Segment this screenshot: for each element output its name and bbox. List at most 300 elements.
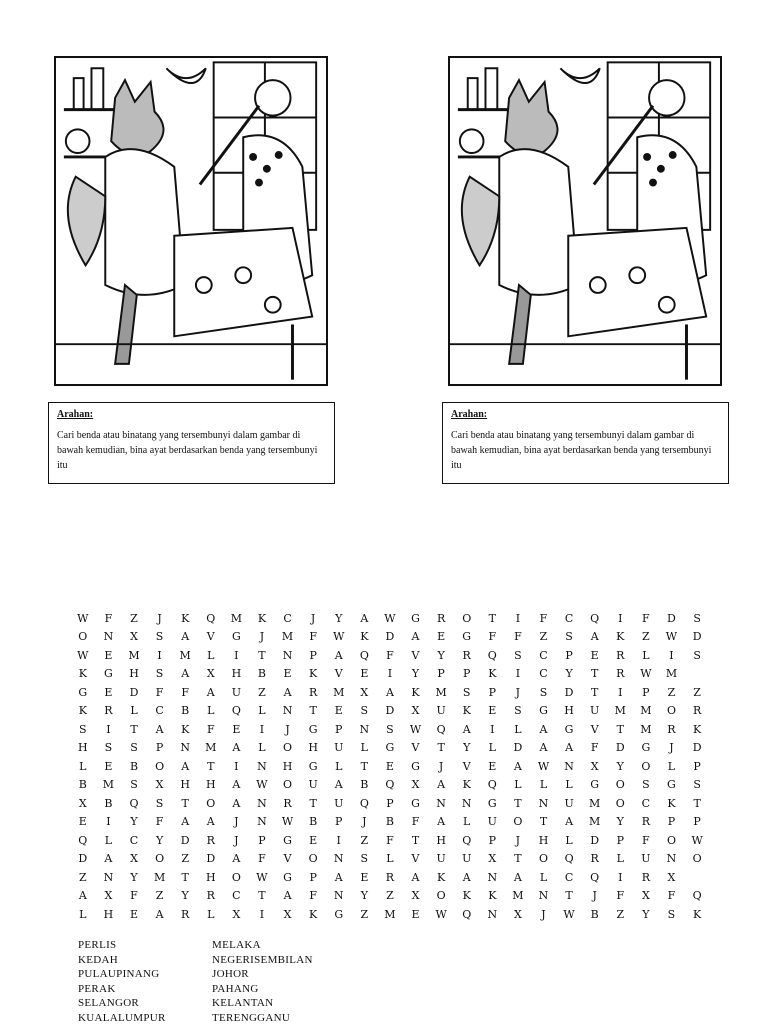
- grid-letter[interactable]: J: [659, 739, 685, 758]
- grid-letter[interactable]: M: [96, 776, 122, 795]
- grid-letter[interactable]: B: [377, 813, 403, 832]
- grid-letter[interactable]: O: [607, 794, 633, 813]
- grid-letter[interactable]: O: [505, 813, 531, 832]
- grid-letter[interactable]: C: [556, 609, 582, 628]
- grid-letter[interactable]: N: [352, 720, 378, 739]
- grid-letter[interactable]: Y: [556, 665, 582, 684]
- grid-letter[interactable]: V: [403, 739, 429, 758]
- grid-letter[interactable]: A: [224, 739, 250, 758]
- grid-letter[interactable]: F: [147, 683, 173, 702]
- grid-letter[interactable]: E: [480, 702, 506, 721]
- grid-letter[interactable]: S: [505, 646, 531, 665]
- grid-letter[interactable]: P: [480, 683, 506, 702]
- grid-letter[interactable]: P: [300, 646, 326, 665]
- grid-letter[interactable]: H: [300, 739, 326, 758]
- grid-letter[interactable]: O: [659, 831, 685, 850]
- grid-letter[interactable]: T: [352, 757, 378, 776]
- grid-letter[interactable]: E: [352, 868, 378, 887]
- grid-letter[interactable]: F: [249, 850, 275, 869]
- grid-letter[interactable]: A: [428, 776, 454, 795]
- grid-letter[interactable]: E: [428, 628, 454, 647]
- grid-letter[interactable]: R: [275, 794, 301, 813]
- grid-letter[interactable]: R: [96, 702, 122, 721]
- grid-letter[interactable]: N: [249, 794, 275, 813]
- grid-letter[interactable]: G: [300, 757, 326, 776]
- grid-letter[interactable]: K: [454, 776, 480, 795]
- grid-letter[interactable]: E: [96, 683, 122, 702]
- grid-letter[interactable]: G: [377, 739, 403, 758]
- grid-letter[interactable]: A: [531, 739, 557, 758]
- grid-letter[interactable]: A: [352, 609, 378, 628]
- grid-letter[interactable]: R: [454, 646, 480, 665]
- grid-letter[interactable]: S: [352, 702, 378, 721]
- grid-letter[interactable]: K: [249, 609, 275, 628]
- grid-letter[interactable]: I: [96, 813, 122, 832]
- grid-letter[interactable]: W: [403, 720, 429, 739]
- grid-letter[interactable]: D: [659, 609, 685, 628]
- grid-letter[interactable]: Q: [70, 831, 96, 850]
- grid-letter[interactable]: Z: [121, 609, 147, 628]
- grid-letter[interactable]: A: [147, 905, 173, 924]
- grid-letter[interactable]: J: [505, 683, 531, 702]
- grid-letter[interactable]: I: [480, 720, 506, 739]
- grid-letter[interactable]: R: [428, 609, 454, 628]
- grid-letter[interactable]: A: [326, 868, 352, 887]
- grid-letter[interactable]: A: [198, 813, 224, 832]
- grid-letter[interactable]: K: [428, 868, 454, 887]
- grid-letter[interactable]: C: [531, 646, 557, 665]
- grid-letter[interactable]: T: [249, 646, 275, 665]
- grid-letter[interactable]: P: [659, 813, 685, 832]
- grid-letter[interactable]: W: [428, 905, 454, 924]
- grid-letter[interactable]: E: [70, 813, 96, 832]
- grid-letter[interactable]: G: [659, 776, 685, 795]
- grid-letter[interactable]: G: [275, 831, 301, 850]
- grid-letter[interactable]: F: [633, 831, 659, 850]
- grid-letter[interactable]: Z: [607, 905, 633, 924]
- grid-letter[interactable]: S: [96, 739, 122, 758]
- grid-letter[interactable]: A: [224, 850, 250, 869]
- grid-letter[interactable]: M: [633, 702, 659, 721]
- grid-letter[interactable]: J: [275, 720, 301, 739]
- grid-letter[interactable]: Q: [224, 702, 250, 721]
- grid-letter[interactable]: M: [326, 683, 352, 702]
- grid-letter[interactable]: T: [582, 683, 608, 702]
- grid-letter[interactable]: B: [352, 776, 378, 795]
- grid-letter[interactable]: W: [659, 628, 685, 647]
- grid-letter[interactable]: L: [531, 776, 557, 795]
- grid-letter[interactable]: F: [633, 609, 659, 628]
- grid-letter[interactable]: B: [249, 665, 275, 684]
- grid-letter[interactable]: I: [224, 646, 250, 665]
- grid-letter[interactable]: R: [172, 905, 198, 924]
- grid-letter[interactable]: F: [172, 683, 198, 702]
- grid-letter[interactable]: I: [326, 831, 352, 850]
- grid-letter[interactable]: P: [326, 720, 352, 739]
- grid-letter[interactable]: F: [96, 609, 122, 628]
- grid-letter[interactable]: U: [428, 850, 454, 869]
- grid-letter[interactable]: A: [505, 757, 531, 776]
- grid-letter[interactable]: M: [147, 868, 173, 887]
- grid-letter[interactable]: G: [556, 720, 582, 739]
- grid-letter[interactable]: R: [633, 868, 659, 887]
- grid-letter[interactable]: N: [659, 850, 685, 869]
- grid-letter[interactable]: T: [300, 702, 326, 721]
- grid-letter[interactable]: R: [607, 665, 633, 684]
- grid-letter[interactable]: G: [633, 739, 659, 758]
- grid-letter[interactable]: B: [582, 905, 608, 924]
- grid-letter[interactable]: X: [582, 757, 608, 776]
- grid-letter[interactable]: Z: [684, 683, 710, 702]
- grid-letter[interactable]: X: [352, 683, 378, 702]
- grid-letter[interactable]: P: [633, 683, 659, 702]
- grid-letter[interactable]: P: [556, 646, 582, 665]
- grid-letter[interactable]: S: [684, 776, 710, 795]
- grid-letter[interactable]: [684, 665, 710, 684]
- grid-letter[interactable]: Q: [556, 850, 582, 869]
- grid-letter[interactable]: O: [607, 776, 633, 795]
- grid-letter[interactable]: Y: [607, 757, 633, 776]
- grid-letter[interactable]: I: [659, 646, 685, 665]
- grid-letter[interactable]: Y: [454, 739, 480, 758]
- grid-letter[interactable]: A: [147, 720, 173, 739]
- grid-letter[interactable]: T: [607, 720, 633, 739]
- grid-letter[interactable]: K: [684, 720, 710, 739]
- grid-letter[interactable]: J: [224, 813, 250, 832]
- grid-letter[interactable]: Y: [121, 868, 147, 887]
- grid-letter[interactable]: H: [224, 665, 250, 684]
- grid-letter[interactable]: Q: [480, 776, 506, 795]
- grid-letter[interactable]: Z: [352, 831, 378, 850]
- grid-letter[interactable]: Q: [454, 905, 480, 924]
- grid-letter[interactable]: A: [172, 813, 198, 832]
- grid-letter[interactable]: L: [249, 739, 275, 758]
- grid-letter[interactable]: B: [121, 757, 147, 776]
- grid-letter[interactable]: Q: [454, 831, 480, 850]
- grid-letter[interactable]: N: [480, 868, 506, 887]
- grid-letter[interactable]: N: [428, 794, 454, 813]
- grid-letter[interactable]: X: [403, 776, 429, 795]
- grid-letter[interactable]: Y: [403, 665, 429, 684]
- grid-letter[interactable]: F: [300, 887, 326, 906]
- grid-letter[interactable]: H: [172, 776, 198, 795]
- grid-letter[interactable]: S: [147, 665, 173, 684]
- grid-letter[interactable]: D: [377, 702, 403, 721]
- grid-letter[interactable]: A: [556, 739, 582, 758]
- grid-letter[interactable]: K: [172, 609, 198, 628]
- grid-letter[interactable]: S: [556, 628, 582, 647]
- grid-letter[interactable]: J: [300, 609, 326, 628]
- grid-letter[interactable]: L: [70, 757, 96, 776]
- grid-letter[interactable]: N: [556, 757, 582, 776]
- grid-letter[interactable]: L: [198, 646, 224, 665]
- grid-letter[interactable]: Q: [582, 609, 608, 628]
- grid-letter[interactable]: H: [428, 831, 454, 850]
- grid-letter[interactable]: T: [172, 794, 198, 813]
- grid-letter[interactable]: V: [454, 757, 480, 776]
- grid-letter[interactable]: O: [531, 850, 557, 869]
- grid-letter[interactable]: F: [147, 813, 173, 832]
- grid-letter[interactable]: L: [556, 831, 582, 850]
- grid-letter[interactable]: X: [147, 776, 173, 795]
- grid-letter[interactable]: Q: [377, 776, 403, 795]
- grid-letter[interactable]: L: [556, 776, 582, 795]
- grid-letter[interactable]: R: [198, 887, 224, 906]
- grid-letter[interactable]: S: [147, 794, 173, 813]
- grid-letter[interactable]: G: [582, 776, 608, 795]
- grid-letter[interactable]: D: [70, 850, 96, 869]
- grid-letter[interactable]: L: [633, 646, 659, 665]
- grid-letter[interactable]: I: [505, 609, 531, 628]
- grid-letter[interactable]: K: [300, 905, 326, 924]
- grid-letter[interactable]: N: [531, 887, 557, 906]
- grid-letter[interactable]: T: [172, 868, 198, 887]
- grid-letter[interactable]: N: [275, 702, 301, 721]
- grid-letter[interactable]: F: [403, 813, 429, 832]
- grid-letter[interactable]: W: [531, 757, 557, 776]
- grid-letter[interactable]: I: [607, 609, 633, 628]
- grid-letter[interactable]: X: [633, 887, 659, 906]
- grid-letter[interactable]: E: [582, 646, 608, 665]
- grid-letter[interactable]: X: [121, 850, 147, 869]
- grid-letter[interactable]: F: [377, 646, 403, 665]
- grid-letter[interactable]: Q: [582, 868, 608, 887]
- grid-letter[interactable]: N: [326, 887, 352, 906]
- grid-letter[interactable]: T: [582, 665, 608, 684]
- grid-letter[interactable]: Y: [326, 609, 352, 628]
- grid-letter[interactable]: Y: [121, 813, 147, 832]
- grid-letter[interactable]: J: [428, 757, 454, 776]
- grid-letter[interactable]: P: [480, 831, 506, 850]
- grid-letter[interactable]: P: [684, 813, 710, 832]
- grid-letter[interactable]: L: [659, 757, 685, 776]
- grid-letter[interactable]: W: [70, 646, 96, 665]
- grid-letter[interactable]: A: [377, 683, 403, 702]
- grid-letter[interactable]: L: [198, 905, 224, 924]
- grid-letter[interactable]: H: [556, 702, 582, 721]
- grid-letter[interactable]: N: [172, 739, 198, 758]
- grid-letter[interactable]: O: [428, 887, 454, 906]
- grid-letter[interactable]: L: [249, 702, 275, 721]
- grid-letter[interactable]: D: [172, 831, 198, 850]
- grid-letter[interactable]: G: [70, 683, 96, 702]
- grid-letter[interactable]: K: [454, 702, 480, 721]
- grid-letter[interactable]: R: [633, 813, 659, 832]
- grid-letter[interactable]: M: [428, 683, 454, 702]
- grid-letter[interactable]: H: [198, 868, 224, 887]
- grid-letter[interactable]: Y: [352, 887, 378, 906]
- grid-letter[interactable]: I: [96, 720, 122, 739]
- grid-letter[interactable]: G: [480, 794, 506, 813]
- grid-letter[interactable]: P: [326, 813, 352, 832]
- grid-letter[interactable]: G: [403, 794, 429, 813]
- grid-letter[interactable]: N: [454, 794, 480, 813]
- grid-letter[interactable]: N: [249, 757, 275, 776]
- grid-letter[interactable]: R: [198, 831, 224, 850]
- grid-letter[interactable]: C: [556, 868, 582, 887]
- grid-letter[interactable]: S: [121, 739, 147, 758]
- grid-letter[interactable]: S: [633, 776, 659, 795]
- grid-letter[interactable]: O: [684, 850, 710, 869]
- grid-letter[interactable]: M: [121, 646, 147, 665]
- grid-letter[interactable]: P: [428, 665, 454, 684]
- grid-letter[interactable]: N: [96, 868, 122, 887]
- grid-letter[interactable]: B: [172, 702, 198, 721]
- grid-letter[interactable]: I: [147, 646, 173, 665]
- grid-letter[interactable]: Y: [607, 813, 633, 832]
- grid-letter[interactable]: T: [505, 850, 531, 869]
- grid-letter[interactable]: A: [275, 887, 301, 906]
- grid-letter[interactable]: G: [300, 720, 326, 739]
- grid-letter[interactable]: A: [275, 683, 301, 702]
- grid-letter[interactable]: A: [556, 813, 582, 832]
- grid-letter[interactable]: R: [659, 720, 685, 739]
- grid-letter[interactable]: R: [582, 850, 608, 869]
- grid-letter[interactable]: R: [607, 646, 633, 665]
- grid-letter[interactable]: W: [70, 609, 96, 628]
- grid-letter[interactable]: I: [249, 720, 275, 739]
- grid-letter[interactable]: P: [147, 739, 173, 758]
- grid-letter[interactable]: V: [198, 628, 224, 647]
- grid-letter[interactable]: K: [480, 665, 506, 684]
- grid-letter[interactable]: A: [96, 850, 122, 869]
- grid-letter[interactable]: F: [198, 720, 224, 739]
- grid-letter[interactable]: A: [582, 628, 608, 647]
- grid-letter[interactable]: K: [607, 628, 633, 647]
- grid-letter[interactable]: Z: [249, 683, 275, 702]
- grid-letter[interactable]: Q: [480, 646, 506, 665]
- grid-letter[interactable]: E: [275, 665, 301, 684]
- grid-letter[interactable]: A: [454, 720, 480, 739]
- grid-letter[interactable]: O: [454, 609, 480, 628]
- grid-letter[interactable]: W: [684, 831, 710, 850]
- grid-letter[interactable]: G: [531, 702, 557, 721]
- grid-letter[interactable]: O: [70, 628, 96, 647]
- grid-letter[interactable]: K: [403, 683, 429, 702]
- grid-letter[interactable]: L: [531, 868, 557, 887]
- grid-letter[interactable]: U: [428, 702, 454, 721]
- grid-letter[interactable]: O: [659, 702, 685, 721]
- grid-letter[interactable]: V: [326, 665, 352, 684]
- grid-letter[interactable]: A: [454, 868, 480, 887]
- grid-letter[interactable]: Y: [172, 887, 198, 906]
- grid-letter[interactable]: H: [531, 831, 557, 850]
- grid-letter[interactable]: N: [480, 905, 506, 924]
- grid-letter[interactable]: S: [147, 628, 173, 647]
- grid-letter[interactable]: N: [96, 628, 122, 647]
- grid-letter[interactable]: M: [172, 646, 198, 665]
- grid-letter[interactable]: M: [377, 905, 403, 924]
- grid-letter[interactable]: O: [147, 757, 173, 776]
- grid-letter[interactable]: E: [96, 757, 122, 776]
- grid-letter[interactable]: X: [403, 887, 429, 906]
- grid-letter[interactable]: J: [249, 628, 275, 647]
- grid-letter[interactable]: V: [403, 646, 429, 665]
- grid-letter[interactable]: S: [352, 850, 378, 869]
- grid-letter[interactable]: D: [684, 739, 710, 758]
- grid-letter[interactable]: D: [684, 628, 710, 647]
- grid-letter[interactable]: D: [121, 683, 147, 702]
- grid-letter[interactable]: E: [403, 905, 429, 924]
- grid-letter[interactable]: A: [505, 868, 531, 887]
- grid-letter[interactable]: M: [224, 609, 250, 628]
- grid-letter[interactable]: I: [607, 868, 633, 887]
- grid-letter[interactable]: S: [505, 702, 531, 721]
- grid-letter[interactable]: R: [684, 702, 710, 721]
- grid-letter[interactable]: U: [633, 850, 659, 869]
- grid-letter[interactable]: G: [326, 905, 352, 924]
- grid-letter[interactable]: S: [70, 720, 96, 739]
- grid-letter[interactable]: M: [198, 739, 224, 758]
- grid-letter[interactable]: L: [121, 702, 147, 721]
- grid-letter[interactable]: A: [403, 628, 429, 647]
- grid-letter[interactable]: W: [326, 628, 352, 647]
- grid-letter[interactable]: U: [326, 794, 352, 813]
- grid-letter[interactable]: G: [96, 665, 122, 684]
- grid-letter[interactable]: X: [659, 868, 685, 887]
- grid-letter[interactable]: S: [454, 683, 480, 702]
- grid-letter[interactable]: X: [96, 887, 122, 906]
- grid-letter[interactable]: D: [377, 628, 403, 647]
- grid-letter[interactable]: P: [300, 868, 326, 887]
- grid-letter[interactable]: G: [275, 868, 301, 887]
- grid-letter[interactable]: F: [582, 739, 608, 758]
- grid-letter[interactable]: L: [607, 850, 633, 869]
- grid-letter[interactable]: F: [505, 628, 531, 647]
- grid-letter[interactable]: J: [582, 887, 608, 906]
- grid-letter[interactable]: X: [70, 794, 96, 813]
- grid-letter[interactable]: N: [249, 813, 275, 832]
- grid-letter[interactable]: Z: [147, 887, 173, 906]
- grid-letter[interactable]: J: [352, 813, 378, 832]
- grid-letter[interactable]: F: [121, 887, 147, 906]
- grid-letter[interactable]: O: [224, 868, 250, 887]
- grid-letter[interactable]: N: [531, 794, 557, 813]
- grid-letter[interactable]: S: [121, 776, 147, 795]
- grid-letter[interactable]: H: [121, 665, 147, 684]
- grid-letter[interactable]: O: [198, 794, 224, 813]
- grid-letter[interactable]: E: [377, 757, 403, 776]
- grid-letter[interactable]: A: [326, 776, 352, 795]
- grid-letter[interactable]: I: [249, 905, 275, 924]
- grid-letter[interactable]: L: [198, 702, 224, 721]
- grid-letter[interactable]: M: [659, 665, 685, 684]
- grid-letter[interactable]: A: [172, 757, 198, 776]
- grid-letter[interactable]: I: [224, 757, 250, 776]
- grid-letter[interactable]: A: [224, 794, 250, 813]
- grid-letter[interactable]: B: [96, 794, 122, 813]
- grid-letter[interactable]: P: [377, 794, 403, 813]
- grid-letter[interactable]: A: [224, 776, 250, 795]
- grid-letter[interactable]: C: [275, 609, 301, 628]
- grid-letter[interactable]: K: [684, 905, 710, 924]
- grid-letter[interactable]: T: [403, 831, 429, 850]
- grid-letter[interactable]: O: [275, 776, 301, 795]
- grid-letter[interactable]: Q: [352, 794, 378, 813]
- grid-letter[interactable]: T: [505, 794, 531, 813]
- grid-letter[interactable]: A: [198, 683, 224, 702]
- grid-letter[interactable]: W: [556, 905, 582, 924]
- grid-letter[interactable]: M: [633, 720, 659, 739]
- grid-letter[interactable]: Y: [147, 831, 173, 850]
- grid-letter[interactable]: Q: [121, 794, 147, 813]
- grid-letter[interactable]: T: [684, 794, 710, 813]
- grid-letter[interactable]: F: [659, 887, 685, 906]
- grid-letter[interactable]: T: [198, 757, 224, 776]
- grid-letter[interactable]: H: [198, 776, 224, 795]
- grid-letter[interactable]: A: [326, 646, 352, 665]
- grid-letter[interactable]: W: [275, 813, 301, 832]
